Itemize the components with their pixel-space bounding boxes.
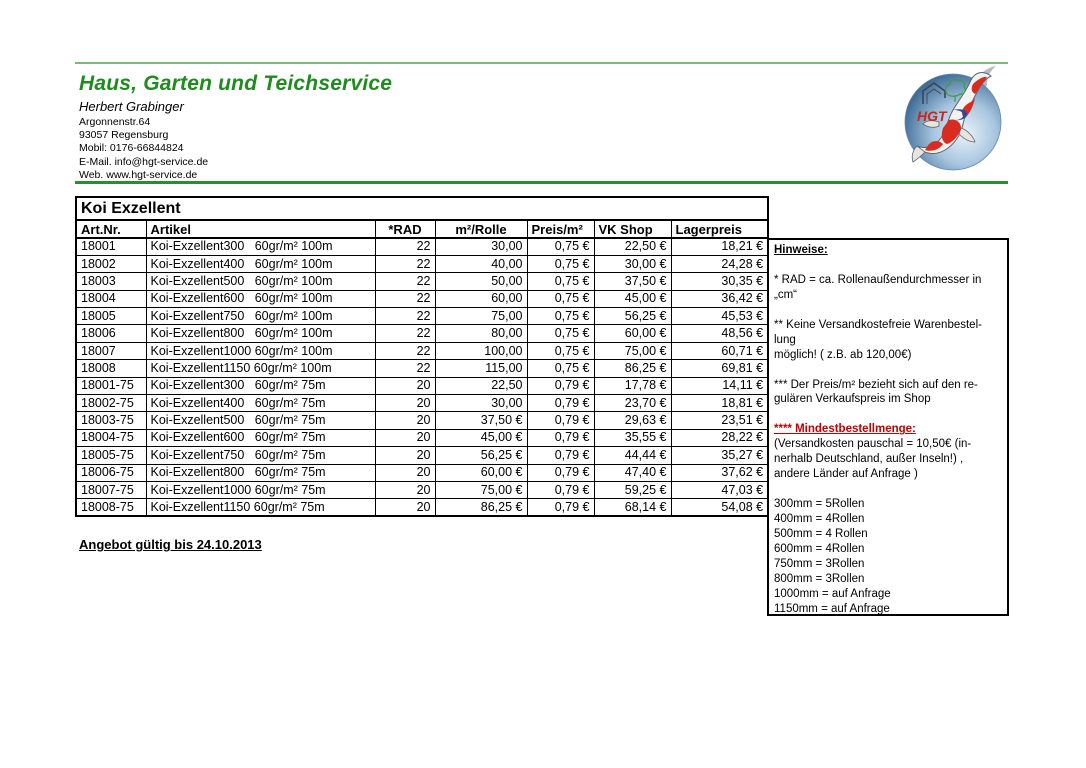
cell-preism2: 0,75 € (527, 273, 594, 290)
cell-m2rolle: 30,00 (435, 395, 527, 412)
cell-lagerpreis: 24,28 € (671, 255, 768, 272)
phone-line: Mobil: 0176-66844824 (79, 142, 184, 155)
cell-preism2: 0,75 € (527, 325, 594, 342)
cell-lagerpreis: 14,11 € (671, 377, 768, 394)
notes-box (767, 238, 1009, 616)
owner-name: Herbert Grabinger (79, 99, 184, 114)
table-row (76, 412, 768, 429)
table-title: Koi Exzellent (76, 197, 768, 220)
cell-preism2: 0,75 € (527, 360, 594, 377)
table-row (76, 447, 768, 464)
min-order-rule: 1150mm = auf Anfrage (774, 602, 890, 615)
cell-preism2: 0,79 € (527, 429, 594, 446)
cell-preism2: 0,79 € (527, 481, 594, 498)
cell-m2rolle: 60,00 € (435, 464, 527, 481)
min-order-rule: 1000mm = auf Anfrage (774, 587, 891, 600)
cell-lagerpreis: 60,71 € (671, 342, 768, 359)
table-row (76, 395, 768, 412)
note-line: lung (774, 333, 796, 346)
cell-artnr: 18003 (76, 273, 146, 290)
cell-preism2: 0,79 € (527, 464, 594, 481)
table-row (76, 360, 768, 377)
cell-artikel: Koi-Exzellent300 60gr/m² 100m (146, 238, 375, 255)
cell-rad: 20 (375, 499, 435, 516)
col-header-vkshop: VK Shop (594, 220, 671, 238)
cell-artikel: Koi-Exzellent500 60gr/m² 100m (146, 273, 375, 290)
cell-artnr: 18006-75 (76, 464, 146, 481)
logo-monogram: HGT (917, 108, 947, 124)
cell-artikel: Koi-Exzellent800 60gr/m² 100m (146, 325, 375, 342)
min-order-rule: 600mm = 4Rollen (774, 542, 865, 555)
cell-vkshop: 17,78 € (594, 377, 671, 394)
cell-artnr: 18007 (76, 342, 146, 359)
cell-artnr: 18001-75 (76, 377, 146, 394)
cell-artikel: Koi-Exzellent1000 60gr/m² 75m (146, 481, 375, 498)
min-order-heading: **** Mindestbestellmenge: (774, 423, 916, 436)
min-order-rule: 750mm = 3Rollen (774, 557, 865, 570)
table-row (76, 429, 768, 446)
note-line (774, 407, 1002, 422)
cell-artnr: 18003-75 (76, 412, 146, 429)
cell-artnr: 18006 (76, 325, 146, 342)
table-row (76, 308, 768, 325)
cell-artnr: 18002-75 (76, 395, 146, 412)
cell-preism2: 0,75 € (527, 238, 594, 255)
table-row (76, 325, 768, 342)
cell-artnr: 18005-75 (76, 447, 146, 464)
cell-rad: 22 (375, 290, 435, 307)
cell-m2rolle: 75,00 (435, 308, 527, 325)
cell-lagerpreis: 37,62 € (671, 464, 768, 481)
note-line (774, 363, 1002, 378)
price-table (75, 196, 769, 517)
note-line: nerhalb Deutschland, außer Inseln!) , (774, 453, 964, 466)
cell-m2rolle: 100,00 (435, 342, 527, 359)
table-row (76, 290, 768, 307)
col-header-artnr: Art.Nr. (76, 220, 146, 238)
cell-rad: 22 (375, 273, 435, 290)
cell-vkshop: 45,00 € (594, 290, 671, 307)
note-line (774, 482, 1002, 497)
cell-artnr: 18007-75 (76, 481, 146, 498)
cell-m2rolle: 56,25 € (435, 447, 527, 464)
cell-rad: 20 (375, 464, 435, 481)
cell-m2rolle: 37,50 € (435, 412, 527, 429)
table-row (76, 273, 768, 290)
table-row (76, 377, 768, 394)
cell-preism2: 0,79 € (527, 395, 594, 412)
cell-artikel: Koi-Exzellent600 60gr/m² 75m (146, 429, 375, 446)
cell-vkshop: 23,70 € (594, 395, 671, 412)
cell-m2rolle: 40,00 (435, 255, 527, 272)
header-divider-line (75, 181, 1008, 184)
table-row (76, 499, 768, 516)
table-row (76, 342, 768, 359)
cell-lagerpreis: 18,21 € (671, 238, 768, 255)
note-line: andere Länder auf Anfrage ) (774, 468, 918, 481)
cell-vkshop: 29,63 € (594, 412, 671, 429)
cell-preism2: 0,79 € (527, 377, 594, 394)
cell-lagerpreis: 47,03 € (671, 481, 768, 498)
cell-rad: 20 (375, 412, 435, 429)
cell-m2rolle: 30,00 (435, 238, 527, 255)
cell-vkshop: 30,00 € (594, 255, 671, 272)
col-header-lagerpreis: Lagerpreis (671, 220, 768, 238)
cell-vkshop: 47,40 € (594, 464, 671, 481)
col-header-rad: *RAD (375, 220, 435, 238)
cell-vkshop: 68,14 € (594, 499, 671, 516)
table-row (76, 238, 768, 255)
cell-rad: 20 (375, 481, 435, 498)
note-line: möglich! ( z.B. ab 120,00€) (774, 348, 912, 361)
cell-m2rolle: 86,25 € (435, 499, 527, 516)
note-line: (Versandkosten pauschal = 10,50€ (in- (774, 438, 972, 451)
cell-preism2: 0,79 € (527, 499, 594, 516)
cell-artikel: Koi-Exzellent750 60gr/m² 75m (146, 447, 375, 464)
cell-artikel: Koi-Exzellent600 60gr/m² 100m (146, 290, 375, 307)
cell-preism2: 0,75 € (527, 290, 594, 307)
email-line: E-Mail. info@hgt-service.de (79, 155, 209, 168)
cell-artnr: 18008-75 (76, 499, 146, 516)
letterhead (79, 72, 392, 182)
cell-vkshop: 60,00 € (594, 325, 671, 342)
cell-vkshop: 22,50 € (594, 238, 671, 255)
cell-artikel: Koi-Exzellent400 60gr/m² 100m (146, 255, 375, 272)
cell-vkshop: 56,25 € (594, 308, 671, 325)
cell-lagerpreis: 18,81 € (671, 395, 768, 412)
cell-vkshop: 44,44 € (594, 447, 671, 464)
cell-preism2: 0,79 € (527, 447, 594, 464)
table-row (76, 255, 768, 272)
cell-m2rolle: 115,00 (435, 360, 527, 377)
cell-m2rolle: 50,00 (435, 273, 527, 290)
hgt-koi-logo-icon (903, 64, 1007, 174)
cell-m2rolle: 80,00 (435, 325, 527, 342)
note-line (774, 258, 1002, 273)
cell-lagerpreis: 48,56 € (671, 325, 768, 342)
cell-lagerpreis: 23,51 € (671, 412, 768, 429)
min-order-rule: 800mm = 3Rollen (774, 572, 865, 585)
table-header-row (76, 220, 768, 238)
min-order-rule: 400mm = 4Rollen (774, 513, 865, 526)
cell-vkshop: 75,00 € (594, 342, 671, 359)
col-header-artikel: Artikel (146, 220, 375, 238)
cell-rad: 20 (375, 447, 435, 464)
cell-rad: 22 (375, 255, 435, 272)
address-street: Argonnenstr.64 (79, 116, 151, 128)
cell-lagerpreis: 36,42 € (671, 290, 768, 307)
min-order-rule: 500mm = 4 Rollen (774, 528, 868, 541)
col-header-preism2: Preis/m² (527, 220, 594, 238)
note-line: *** Der Preis/m² bezieht sich auf den re- (774, 378, 978, 391)
cell-lagerpreis: 45,53 € (671, 308, 768, 325)
cell-rad: 22 (375, 360, 435, 377)
cell-rad: 22 (375, 342, 435, 359)
cell-artnr: 18008 (76, 360, 146, 377)
note-line: ** Keine Versandkostefreie Warenbestel- (774, 318, 982, 331)
cell-artnr: 18004-75 (76, 429, 146, 446)
cell-rad: 20 (375, 377, 435, 394)
company-name: Haus, Garten und Teichservice (79, 72, 393, 95)
cell-preism2: 0,79 € (527, 412, 594, 429)
cell-artikel: Koi-Exzellent300 60gr/m² 75m (146, 377, 375, 394)
cell-rad: 20 (375, 429, 435, 446)
cell-artikel: Koi-Exzellent750 60gr/m² 100m (146, 308, 375, 325)
cell-m2rolle: 75,00 € (435, 481, 527, 498)
cell-lagerpreis: 35,27 € (671, 447, 768, 464)
cell-artikel: Koi-Exzellent500 60gr/m² 75m (146, 412, 375, 429)
cell-preism2: 0,75 € (527, 308, 594, 325)
note-line: „cm“ (774, 288, 797, 301)
address-city: 93057 Regensburg (79, 129, 169, 142)
top-divider-line (75, 62, 1008, 64)
cell-artikel: Koi-Exzellent1000 60gr/m² 100m (146, 342, 375, 359)
min-order-rule: 300mm = 5Rollen (774, 498, 865, 511)
cell-artnr: 18001 (76, 238, 146, 255)
cell-lagerpreis: 30,35 € (671, 273, 768, 290)
cell-preism2: 0,75 € (527, 255, 594, 272)
note-line: * RAD = ca. Rollenaußendurchmesser in (774, 273, 982, 286)
cell-vkshop: 37,50 € (594, 273, 671, 290)
cell-lagerpreis: 69,81 € (671, 360, 768, 377)
cell-artnr: 18004 (76, 290, 146, 307)
note-line: gulären Verkaufspreis im Shop (774, 393, 931, 406)
cell-rad: 22 (375, 238, 435, 255)
cell-lagerpreis: 54,08 € (671, 499, 768, 516)
cell-artnr: 18002 (76, 255, 146, 272)
table-row (76, 481, 768, 498)
table-row (76, 464, 768, 481)
cell-rad: 20 (375, 395, 435, 412)
cell-rad: 22 (375, 325, 435, 342)
cell-lagerpreis: 28,22 € (671, 429, 768, 446)
cell-preism2: 0,75 € (527, 342, 594, 359)
cell-vkshop: 86,25 € (594, 360, 671, 377)
cell-m2rolle: 60,00 (435, 290, 527, 307)
offer-validity-note: Angebot gültig bis 24.10.2013 (79, 537, 262, 552)
cell-m2rolle: 45,00 € (435, 429, 527, 446)
cell-artikel: Koi-Exzellent400 60gr/m² 75m (146, 395, 375, 412)
cell-rad: 22 (375, 308, 435, 325)
cell-m2rolle: 22,50 (435, 377, 527, 394)
cell-artikel: Koi-Exzellent800 60gr/m² 75m (146, 464, 375, 481)
web-line: Web. www.hgt-service.de (79, 168, 198, 181)
col-header-m2rolle: m²/Rolle (435, 220, 527, 238)
notes-heading: Hinweise: (774, 244, 828, 256)
cell-vkshop: 35,55 € (594, 429, 671, 446)
cell-artnr: 18005 (76, 308, 146, 325)
note-line (774, 303, 1002, 318)
cell-vkshop: 59,25 € (594, 481, 671, 498)
cell-artikel: Koi-Exzellent1150 60gr/m² 75m (146, 499, 375, 516)
cell-artikel: Koi-Exzellent1150 60gr/m² 100m (146, 360, 375, 377)
